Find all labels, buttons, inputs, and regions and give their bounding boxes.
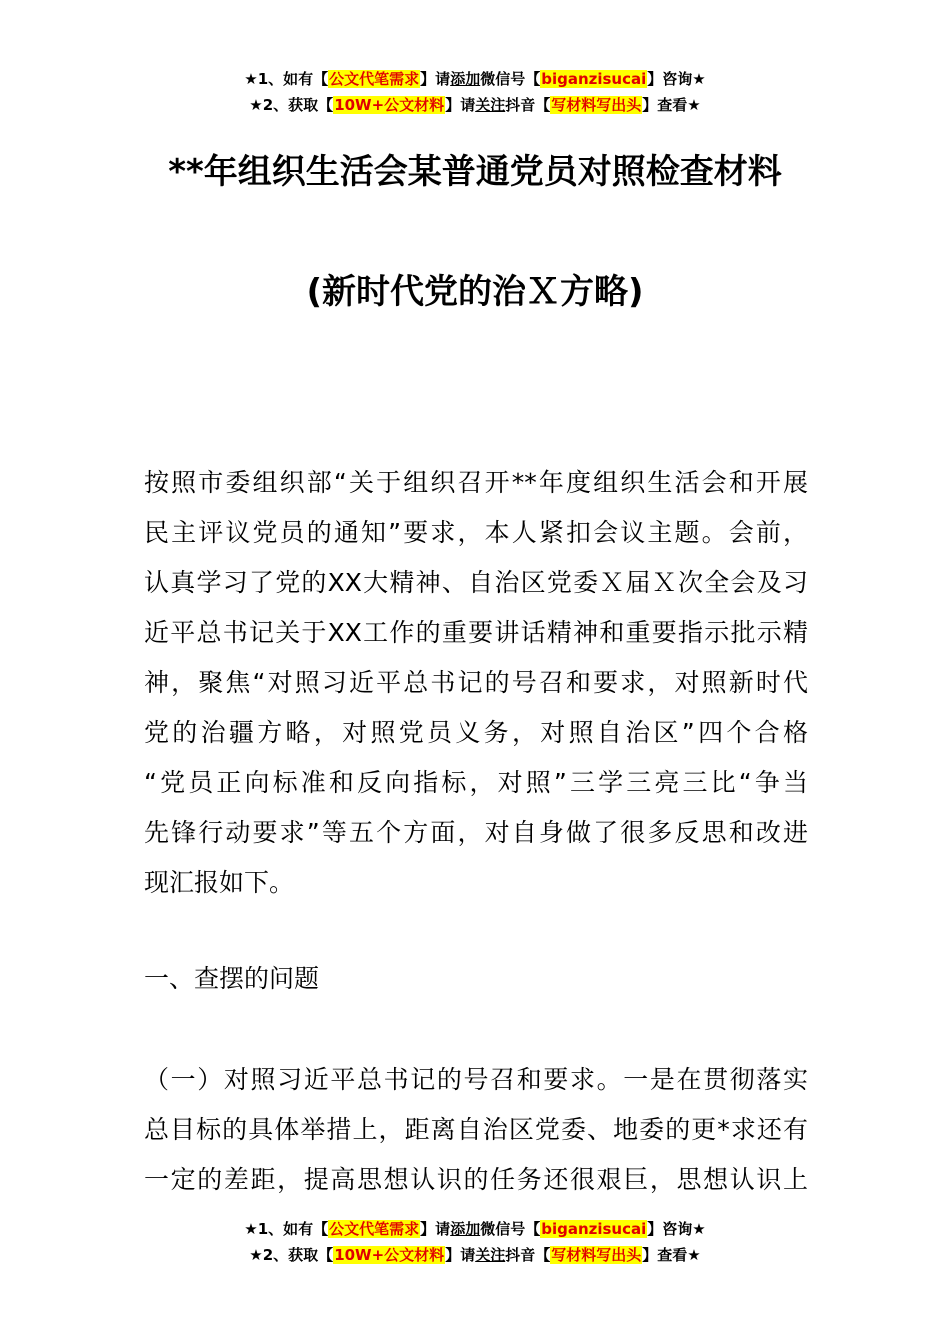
header-banner bbox=[0, 66, 950, 118]
text-line: 神，聚焦“对照习近平总书记的号召和要求，对照新时代 bbox=[144, 668, 808, 697]
banner-text: 】请 bbox=[420, 70, 451, 88]
banner-text: 】请 bbox=[420, 1220, 451, 1238]
text-line: 先锋行动要求”等五个方面，对自身做了很多反思和改进 bbox=[144, 818, 808, 847]
text-line: “党员正向标准和反向指标，对照”三学三亮三比“争当 bbox=[144, 768, 808, 797]
banner-text: ★2、获取【 bbox=[249, 96, 334, 114]
banner-highlight: 写材料写出头 bbox=[551, 1246, 642, 1264]
banner-text: 】咨询★ bbox=[647, 70, 706, 88]
banner-text: 】查看★ bbox=[642, 96, 701, 114]
heading-text: 一、查摆的问题 bbox=[144, 964, 320, 993]
text-line: （一）对照习近平总书记的号召和要求。一是在贯彻落实 bbox=[144, 1065, 808, 1094]
banner-highlight: biganzisucai bbox=[541, 70, 647, 88]
banner-line-2 bbox=[0, 92, 950, 118]
text-line: 总目标的具体举措上，距离自治区党委、地委的更*求还有 bbox=[144, 1115, 808, 1144]
banner-underline: 添加 bbox=[450, 1220, 481, 1238]
banner-text: 抖音【 bbox=[505, 96, 551, 114]
banner-highlight: 公文代笔需求 bbox=[329, 1220, 420, 1238]
paragraph-intro bbox=[144, 458, 808, 908]
document-subtitle: (新时代党的治Ｘ方略) bbox=[306, 272, 644, 312]
banner-highlight: 写材料写出头 bbox=[551, 96, 642, 114]
banner-highlight: biganzisucai bbox=[541, 1220, 647, 1238]
banner-underline: 关注 bbox=[475, 96, 506, 114]
text-line: 认真学习了党的XX大精神、自治区党委Ｘ届Ｘ次全会及习 bbox=[144, 568, 808, 597]
banner-line-1 bbox=[0, 1216, 950, 1242]
banner-underline: 添加 bbox=[450, 70, 481, 88]
banner-highlight: 10W+公文材料 bbox=[334, 1246, 445, 1264]
banner-underline: 关注 bbox=[475, 1246, 506, 1264]
document-title: **年组织生活会某普通党员对照检查材料 bbox=[168, 152, 782, 192]
banner-line-2 bbox=[0, 1242, 950, 1268]
banner-text: 微信号【 bbox=[480, 1220, 541, 1238]
text-line: 按照市委组织部“关于组织召开**年度组织生活会和开展 bbox=[144, 468, 808, 497]
banner-text: 】请 bbox=[445, 1246, 476, 1264]
banner-text: 】查看★ bbox=[642, 1246, 701, 1264]
paragraph-section-1 bbox=[144, 1055, 808, 1205]
banner-text: 】请 bbox=[445, 96, 476, 114]
banner-text: 微信号【 bbox=[480, 70, 541, 88]
banner-line-1 bbox=[0, 66, 950, 92]
section-heading bbox=[144, 954, 808, 1004]
text-line: 一定的差距，提高思想认识的任务还很艰巨，思想认识上 bbox=[144, 1165, 808, 1194]
banner-text: 抖音【 bbox=[505, 1246, 551, 1264]
text-line: 党的治疆方略，对照党员义务，对照自治区”四个合格 bbox=[144, 718, 808, 747]
banner-text: ★1、如有【 bbox=[244, 70, 329, 88]
text-line: 近平总书记关于XX工作的重要讲话精神和重要指示批示精 bbox=[144, 618, 808, 647]
banner-highlight: 10W+公文材料 bbox=[334, 96, 445, 114]
banner-highlight: 公文代笔需求 bbox=[329, 70, 420, 88]
text-line: 民主评议党员的通知”要求，本人紧扣会议主题。会前， bbox=[144, 518, 808, 547]
banner-text: 】咨询★ bbox=[647, 1220, 706, 1238]
text-line: 现汇报如下。 bbox=[144, 868, 295, 897]
footer-banner bbox=[0, 1216, 950, 1268]
banner-text: ★1、如有【 bbox=[244, 1220, 329, 1238]
banner-text: ★2、获取【 bbox=[249, 1246, 334, 1264]
